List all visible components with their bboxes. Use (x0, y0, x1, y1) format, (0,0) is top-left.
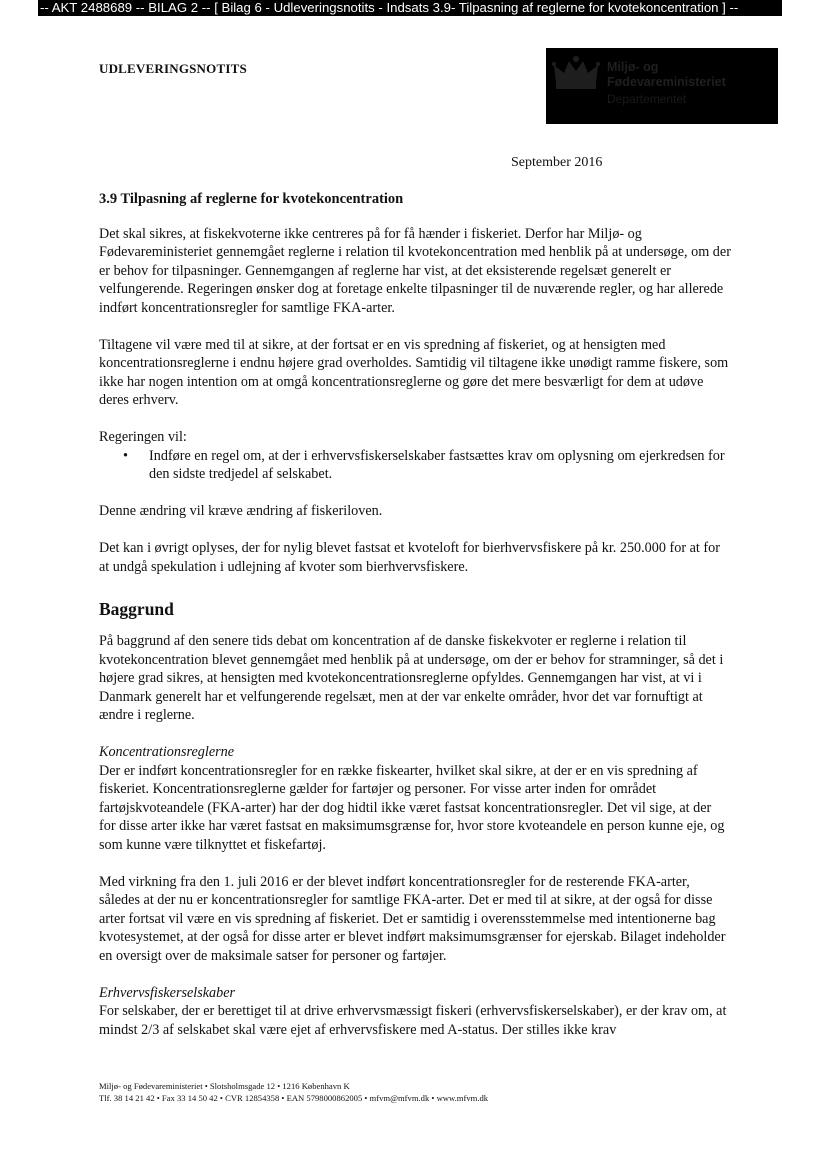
section-heading: Baggrund (99, 599, 174, 619)
paragraph: Med virkning fra den 1. juli 2016 er der blevet indført koncentrationsregler for de resterende FKA-arter, således at der nu er koncentrationsregler for samtlige FKA-arter. Det er med til at sikre, at der også for disse arter fortsat vil være en vis spredning af fiskeriet. Det er samtidig i overensstemmelse med intentionerne bag kvotesystemet, at der også for disse arter er blevet indført maksimumsgrænser for ejerskab. Bilaget indeholder en oversigt over de maksimale satser for personer og fartøjer. (99, 873, 726, 964)
paragraph: Regeringen vil: (99, 429, 187, 445)
paragraph: Det kan i øvrigt oplyses, der for nylig blevet fastsat et kvoteloft for bierhvervsfiskere på kr. 250.000 for at for at undgå spekulation i udlejning af kvoter som bierhvervsfiskere. (99, 540, 720, 575)
paragraph: Denne ændring vil kræve ændring af fiskeriloven. (99, 503, 383, 519)
paragraph: Der er indført koncentrationsregler for en række fiskearter, hvilket skal sikre, at der er en vis spredning af fiskeriet. Koncentrationsreglerne gælder for fartøjer og personer. For visse arter inden for området fartøjskvoteandele (FKA-arter) har der dog hidtil ikke været fastsat koncentrationsregler. Det vil sige, at der for disse arter ikke har været fastsat en maksimumsgrænse for, hvor store kvoteandele en person kunne eje, og som kunne være tilknyttet et fiskefartøj. (99, 762, 725, 853)
paragraph: For selskaber, der er berettiget til at drive erhvervsmæssigt fiskeri (erhvervsfiskerselskaber), er der krav om, at mindst 2/3 af selskabet skal være ejet af erhvervsfiskere med A-status. Der stilles ikke krav (99, 1003, 727, 1038)
paragraph: Det skal sikres, at fiskekvoterne ikke centreres på for få hænder i fiskeriet. Derfor har Miljø- og Fødevareministeriet gennemgået reglerne i relation til kvotekoncentration med henblik på at undersøge, om der er behov for tilpasninger. Gennemgangen af reglerne har vist, at det eksisterende regelsæt generelt er velfungerende. Regeringen ønsker dog at foretage enkelte tilpasninger til de nuværende regler, og har allerede indført koncentrationsregler for samtlige FKA-arter. (99, 225, 731, 316)
document-stamp-bar: -- AKT 2488689 -- BILAG 2 -- [ Bilag 6 - Udleveringsnotits - Indsats 3.9- Tilpasning af reglerne for kvotekoncentration ] -- (38, 0, 782, 16)
document-body (99, 190, 731, 1039)
subheading: Koncentrationsreglerne (99, 744, 235, 760)
subheading: Erhvervsfiskerselskaber (99, 984, 236, 1001)
paragraph: Tiltagene vil være med til at sikre, at der fortsat er en vis spredning af fiskeriet, og at hensigten med koncentrationsreglerne i endnu højere grad overholdes. Samtidig vil tiltagene ikke unødigt ramme fiskere, som ikke har nogen intention om at omgå koncentrationsreglerne og gøre det mere besværligt for dem at udøve deres erhverv. (99, 336, 729, 408)
list-item: • Indføre en regel om, at der i erhvervsfiskerselskaber fastsættes krav om oplysning om ejerkredsen for den sidste tredjedel af selskabet. (149, 447, 731, 484)
logo-wordmark (607, 60, 726, 90)
logo-department: Departementet (607, 92, 687, 106)
footer-address: Miljø- og Fødevareministeriet • Slotsholmsgade 12 • 1216 København K (99, 1081, 350, 1091)
footer-contact: Tlf. 38 14 21 42 • Fax 33 14 50 42 • CVR 12854358 • EAN 5798000862005 • mfvm@mfvm.dk • www.mfvm.dk (99, 1093, 489, 1103)
document-type-label: UDLEVERINGSNOTITS (99, 61, 247, 76)
section-title: 3.9 Tilpasning af reglerne for kvotekoncentration (99, 191, 404, 207)
crown-icon (550, 53, 602, 93)
logo-line-1: Miljø- og (607, 60, 659, 74)
document-date: September 2016 (511, 155, 603, 170)
logo-line-2: Fødevareministeriet (607, 75, 726, 89)
bullet-list (99, 447, 731, 484)
ministry-logo (546, 48, 778, 124)
paragraph: På baggrund af den senere tids debat om koncentration af de danske fiskekvoter er reglerne i relation til kvotekoncentration blevet gennemgået med henblik på at undersøge, om der er behov for stramninger, så det i højere grad sikres, at hensigten med kvotekoncentrationsreglerne opfyldes. Gennemgangen har vist, at vi i Danmark generelt har et velfungerende regelsæt, men at der var enkelte områder, hvor det var fornuftigt at ændre i reglerne. (99, 633, 724, 723)
page-footer (99, 1080, 488, 1104)
